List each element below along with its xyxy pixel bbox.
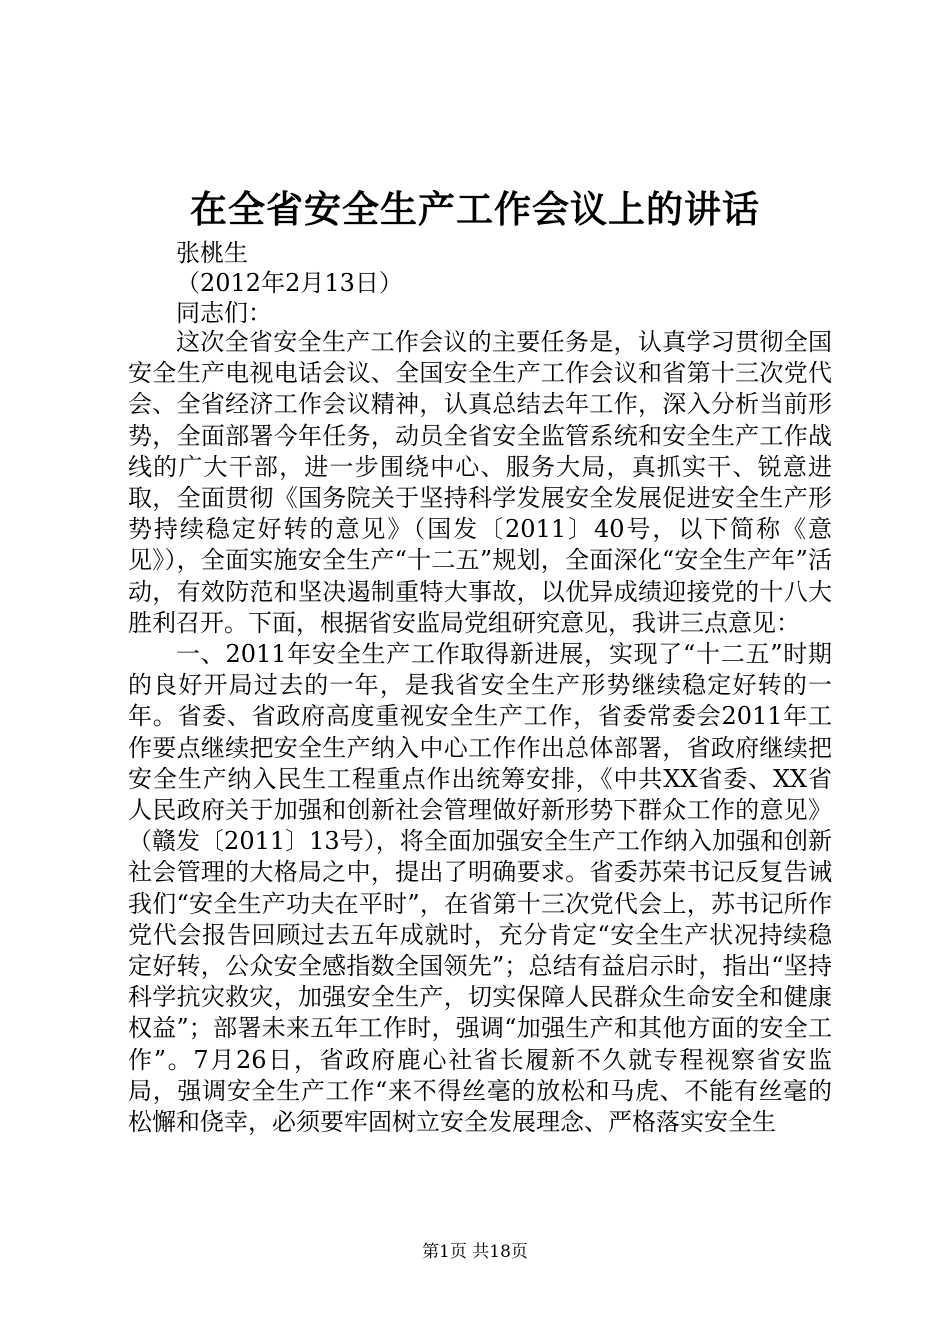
document-title: 在全省安全生产工作会议上的讲话: [190, 187, 760, 231]
paragraph-section-one: 一、2011年安全生产工作取得新进展，实现了“十二五”时期的良好开局过去的一年，是我省安全生产形势继续稳定好转的一年。省委、省政府高度重视安全生产工作，省委常委会2011年工作要点继续把安全生产纳入中心工作作出总体部署，省政府继续把安全生产纳入民生工程重点作出统筹安排，《中共XX省委、XX省人民政府关于加强和创新社会管理做好新形势下群众工作的意见》（赣发〔2011〕13号），将全面加强安全生产工作纳入加强和创新社会管理的大格局之中，提出了明确要求。省委苏荣书记反复告诫我们“安全生产功夫在平时”，在省第十三次党代会上，苏书记所作党代会报告回顾过去五年成就时，充分肯定“安全生产状况持续稳定好转，公众安全感指数全国领先”；总结有益启示时，指出“坚持科学抗灾救灾，加强安全生产，切实保障人民群众生命安全和健康权益”；部署未来五年工作时，强调“加强生产和其他方面的安全工作”。7月26日，省政府鹿心社省长履新不久就专程视察省安监局，强调安全生产工作“来不得丝毫的放松和马虎、不能有丝毫的松懈和侥幸，必须要牢固树立安全发展理念、严格落实安全生: [128, 640, 832, 1137]
salutation: 同志们：: [176, 299, 272, 327]
document-body: [128, 327, 832, 1138]
page-footer: 第1页 共18页: [422, 1242, 528, 1262]
paragraph-intro: 这次全省安全生产工作会议的主要任务是，认真学习贯彻全国安全生产电视电话会议、全国安全生产工作会议和省第十三次党代会、全省经济工作会议精神，认真总结去年工作，深入分析当前形势，全面部署今年任务，动员全省安全监管系统和安全生产工作战线的广大干部，进一步围绕中心、服务大局，真抓实干、锐意进取，全面贯彻《国务院关于坚持科学发展安全发展促进安全生产形势持续稳定好转的意见》（国发〔2011〕40号，以下简称《意见》），全面实施安全生产“十二五”规划，全面深化“安全生产年”活动，有效防范和坚决遏制重特大事故，以优异成绩迎接党的十八大胜利召开。下面，根据省安监局党组研究意见，我讲三点意见：: [128, 328, 832, 637]
speech-date: （2012年2月13日）: [176, 269, 403, 297]
author-name: 张桃生: [176, 239, 248, 267]
